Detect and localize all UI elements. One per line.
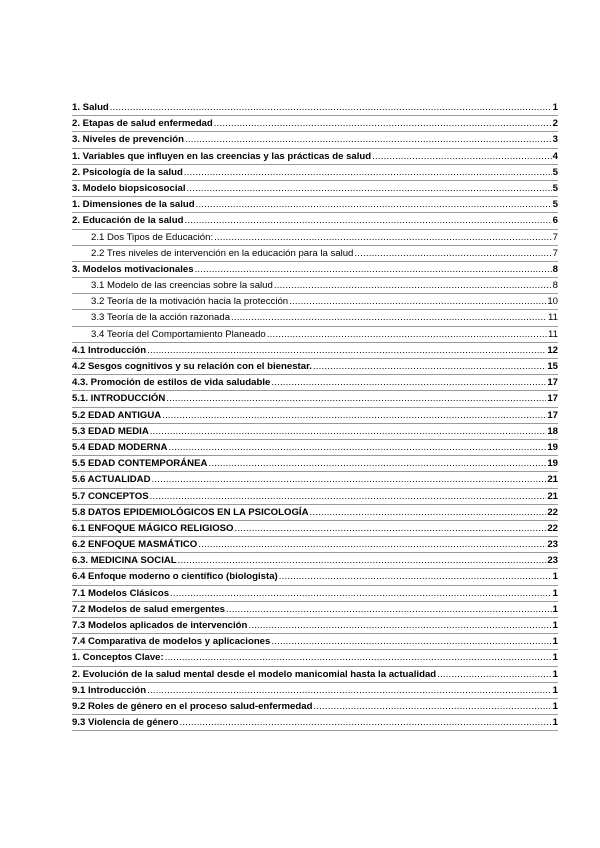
toc-entry-title: 2.2 Tres niveles de intervención en la educación para la salud: [91, 247, 354, 259]
toc-entry-title: 4.3. Promoción de estilos de vida saludable: [72, 377, 271, 389]
toc-entry-title: 1. Variables que influyen en las creencias y las prácticas de salud: [72, 150, 372, 162]
toc-dot-leader: [184, 213, 551, 228]
toc-page-number: 17: [547, 409, 558, 421]
toc-dot-leader: [147, 343, 546, 358]
toc-page-number: 7: [552, 247, 558, 259]
toc-entry[interactable]: [72, 310, 558, 326]
toc-entry[interactable]: [72, 278, 558, 294]
toc-entry[interactable]: [72, 586, 558, 602]
toc-page-number: 12: [547, 344, 558, 356]
toc-dot-leader: [170, 586, 552, 601]
toc-dot-leader: [150, 489, 547, 504]
toc-dot-leader: [110, 100, 552, 115]
toc-page-number: 6: [552, 215, 558, 227]
toc-dot-leader: [289, 294, 546, 309]
toc-page-number: 18: [547, 425, 558, 437]
toc-page-number: 17: [547, 377, 558, 389]
toc-entry[interactable]: [72, 553, 558, 569]
toc-entry-title: 1. Salud: [72, 102, 109, 113]
toc-entry-title: 5.1. INTRODUCCIÓN: [72, 393, 166, 405]
toc-dot-leader: [208, 456, 546, 471]
toc-entry-title: 6.2 ENFOQUE MASMÁTICO: [72, 539, 198, 551]
toc-entry[interactable]: [72, 683, 558, 699]
toc-entry[interactable]: [72, 650, 558, 666]
toc-entry-title: 5.2 EDAD ANTIGUA: [72, 409, 162, 421]
toc-page-number: 1: [552, 717, 558, 729]
toc-entry-title: 1. Dimensiones de la salud: [72, 199, 195, 211]
toc-dot-leader: [372, 149, 552, 164]
toc-page-number: 1: [552, 571, 558, 583]
toc-entry[interactable]: [72, 246, 558, 262]
toc-dot-leader: [187, 181, 552, 196]
toc-page-number: 19: [547, 458, 558, 470]
toc-entry-title: 9.1 Introducción: [72, 684, 147, 696]
toc-dot-leader: [214, 230, 552, 245]
toc-entry[interactable]: [72, 489, 558, 505]
toc-page-number: 5: [552, 199, 558, 211]
toc-entry-title: 2. Educación de la salud: [72, 215, 184, 227]
toc-dot-leader: [271, 375, 546, 390]
toc-page-number: 5: [552, 166, 558, 178]
toc-page-number: 17: [547, 393, 558, 405]
toc-dot-leader: [165, 650, 552, 665]
toc-page-number: 11: [548, 328, 558, 340]
toc-dot-leader: [195, 262, 552, 277]
toc-entry[interactable]: [72, 440, 558, 456]
toc-page-number: 5: [552, 182, 558, 194]
toc-page-number: 2: [552, 118, 558, 130]
toc-entry-title: 5.7 CONCEPTOS: [72, 490, 149, 502]
toc-dot-leader: [198, 537, 546, 552]
toc-entry-title: 2. Psicología de la salud: [72, 166, 183, 178]
toc-page-number: 1: [552, 587, 558, 599]
toc-page-number: 4: [552, 150, 558, 162]
toc-entry-title: 5.5 EDAD CONTEMPORÁNEA: [72, 458, 208, 470]
toc-page-number: 1: [552, 700, 558, 712]
toc-entry-title: 2. Evolución de la salud mental desde el modelo manicomial hasta la actualidad: [72, 668, 437, 680]
toc-entry[interactable]: [72, 667, 558, 683]
toc-entry[interactable]: [72, 116, 558, 132]
toc-entry[interactable]: [72, 472, 558, 488]
toc-entry[interactable]: [72, 521, 558, 537]
toc-entry-title: 3.2 Teoría de la motivación hacia la protección: [91, 296, 289, 308]
toc-entry[interactable]: [72, 230, 558, 246]
toc-entry[interactable]: [72, 424, 558, 440]
toc-page-number: 22: [547, 506, 558, 518]
toc-entry-title: 3.1 Modelo de las creencias sobre la salud: [91, 280, 273, 292]
table-of-contents: [72, 100, 558, 731]
toc-entry[interactable]: [72, 359, 558, 375]
toc-entry[interactable]: [72, 456, 558, 472]
toc-entry[interactable]: [72, 699, 558, 715]
toc-entry[interactable]: [72, 181, 558, 197]
toc-dot-leader: [196, 197, 552, 212]
toc-page-number: 8: [552, 280, 558, 292]
toc-page-number: 7: [552, 231, 558, 243]
toc-dot-leader: [185, 132, 552, 147]
toc-entry-title: 5.3 EDAD MEDIA: [72, 425, 149, 437]
toc-entry-title: 7.2 Modelos de salud emergentes: [72, 603, 226, 615]
toc-entry[interactable]: [72, 262, 558, 278]
toc-dot-leader: [354, 246, 551, 261]
toc-entry[interactable]: [72, 375, 558, 391]
toc-entry[interactable]: [72, 602, 558, 618]
toc-page-number: 21: [547, 474, 558, 486]
toc-entry-title: 9.3 Violencia de género: [72, 717, 179, 729]
toc-dot-leader: [310, 505, 547, 520]
toc-entry[interactable]: [72, 569, 558, 585]
toc-page-number: 1: [552, 636, 558, 648]
toc-entry-title: 3. Niveles de prevención: [72, 134, 184, 146]
toc-entry[interactable]: [72, 634, 558, 650]
toc-entry-title: 5.6 ACTUALIDAD: [72, 474, 151, 486]
toc-dot-leader: [179, 715, 551, 730]
toc-entry-title: 3.3 Teoría de la acción razonada: [91, 312, 231, 324]
toc-entry[interactable]: [72, 327, 558, 343]
toc-entry-title: 9.2 Roles de género en el proceso salud-enfermedad: [72, 700, 313, 712]
toc-entry[interactable]: [72, 132, 558, 148]
toc-entry-title: 5.4 EDAD MODERNA: [72, 441, 168, 453]
toc-entry-title: 3. Modelos motivacionales: [72, 263, 194, 275]
toc-dot-leader: [152, 472, 547, 487]
toc-dot-leader: [166, 391, 546, 406]
toc-page-number: 3: [552, 134, 558, 146]
toc-page-number: 11: [548, 312, 558, 324]
toc-page-number: 15: [547, 361, 558, 372]
toc-entry[interactable]: [72, 505, 558, 521]
toc-page-number: 8: [552, 263, 558, 275]
toc-page-number: 21: [547, 490, 558, 502]
toc-entry-title: 1. Conceptos Clave:: [72, 652, 164, 664]
toc-entry[interactable]: [72, 408, 558, 424]
toc-dot-leader: [150, 424, 547, 439]
toc-entry-title: 2. Etapas de salud enfermedad: [72, 118, 213, 130]
toc-dot-leader: [214, 116, 552, 131]
toc-entry-title: 6.4 Enfoque moderno o científico (biologista): [72, 571, 278, 583]
toc-entry[interactable]: [72, 537, 558, 553]
toc-entry-title: 6.3. MEDICINA SOCIAL: [72, 555, 177, 567]
toc-entry[interactable]: [72, 391, 558, 407]
toc-page-number: 1: [552, 620, 558, 631]
toc-page-number: 23: [547, 539, 558, 551]
toc-page-number: 1: [552, 668, 558, 680]
toc-entry-title: 7.1 Modelos Clásicos: [72, 587, 170, 599]
toc-entry-title: 7.4 Comparativa de modelos y aplicaciones: [72, 636, 271, 648]
toc-entry[interactable]: [72, 213, 558, 229]
toc-dot-leader: [178, 553, 547, 568]
toc-dot-leader: [248, 618, 551, 633]
toc-dot-leader: [313, 699, 551, 714]
toc-entry[interactable]: [72, 197, 558, 213]
toc-entry[interactable]: [72, 165, 558, 181]
toc-dot-leader: [235, 521, 547, 536]
toc-page-number: 19: [547, 441, 558, 453]
toc-dot-leader: [231, 310, 547, 325]
toc-dot-leader: [274, 278, 552, 293]
toc-entry-title: 5.8 DATOS EPIDEMIOLÓGICOS EN LA PSICOLOGÍA: [72, 506, 309, 518]
toc-dot-leader: [267, 327, 547, 342]
toc-dot-leader: [279, 569, 552, 584]
toc-dot-leader: [168, 440, 546, 455]
toc-dot-leader: [184, 165, 552, 180]
toc-entry[interactable]: [72, 618, 558, 634]
toc-entry-title: 7.3 Modelos aplicados de intervención: [72, 620, 248, 631]
toc-page-number: 1: [552, 102, 558, 113]
toc-entry-title: 3. Modelo biopsicosocial: [72, 182, 186, 194]
toc-page-number: 1: [552, 603, 558, 615]
toc-page-number: 10: [547, 296, 558, 308]
toc-entry[interactable]: [72, 715, 558, 731]
toc-page-number: 1: [552, 684, 558, 696]
toc-entry-title: 2.1 Dos Tipos de Educación:: [91, 231, 214, 243]
toc-entry-title: 3.4 Teoría del Comportamiento Planeado: [91, 328, 266, 340]
toc-entry[interactable]: [72, 100, 558, 116]
toc-dot-leader: [271, 634, 551, 649]
toc-page-number: 23: [547, 555, 558, 567]
toc-dot-leader: [147, 683, 552, 698]
toc-page-number: 1: [552, 652, 558, 664]
toc-entry-title: 4.2 Sesgos cognitivos y su relación con el bienestar.: [72, 361, 312, 372]
toc-dot-leader: [226, 602, 552, 617]
toc-entry-title: 6.1 ENFOQUE MÁGICO RELIGIOSO: [72, 522, 234, 534]
toc-entry[interactable]: [72, 149, 558, 165]
toc-entry[interactable]: [72, 294, 558, 310]
toc-entry-title: 4.1 Introducción: [72, 344, 147, 356]
toc-entry[interactable]: [72, 343, 558, 359]
toc-dot-leader: [313, 359, 546, 374]
toc-page-number: 22: [547, 522, 558, 534]
toc-dot-leader: [437, 667, 552, 682]
toc-dot-leader: [162, 408, 546, 423]
